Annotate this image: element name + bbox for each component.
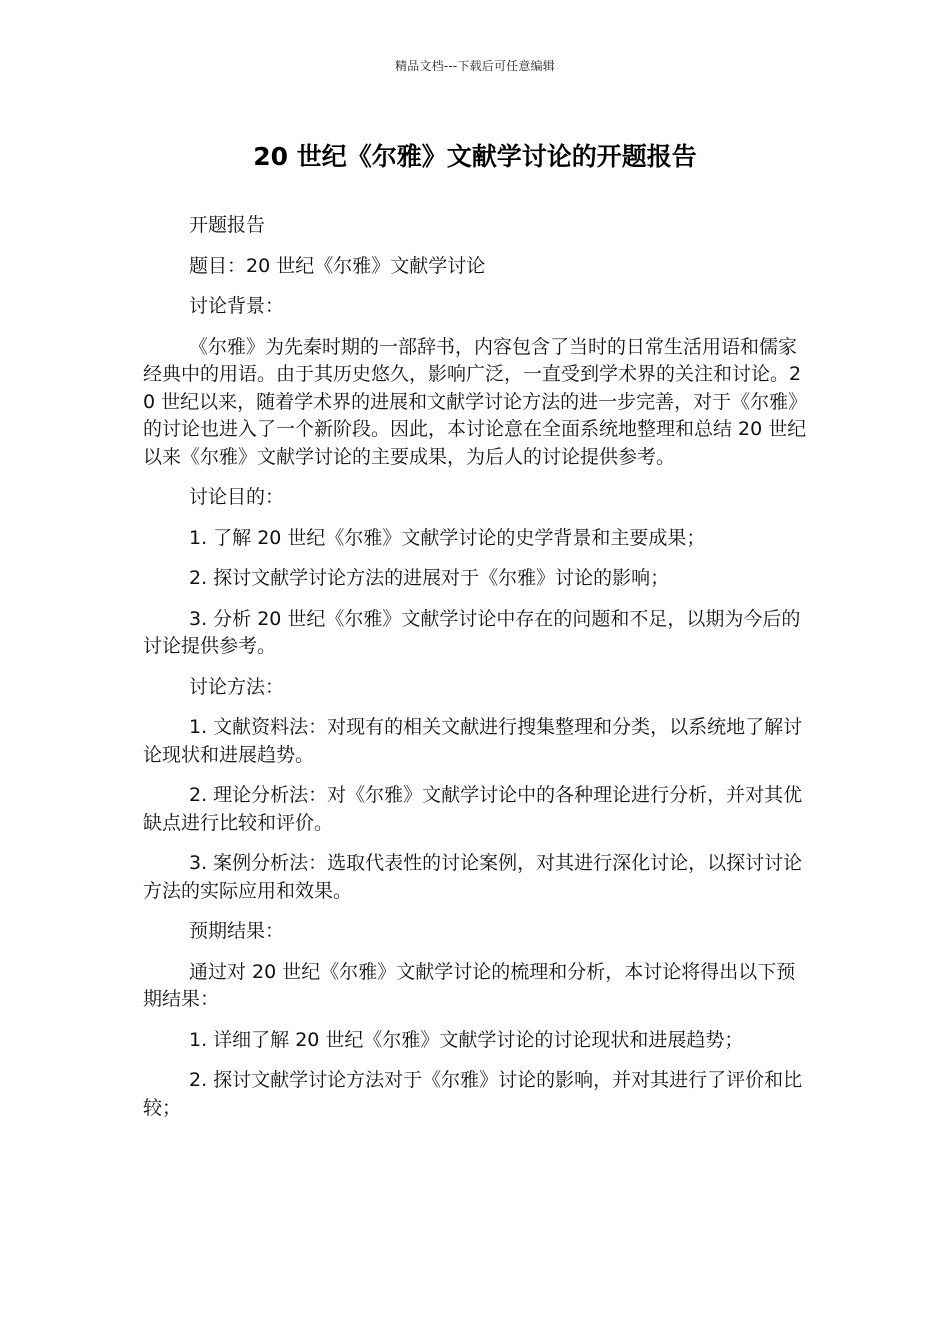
purpose-item: 1. 了解 20 世纪《尔雅》文献学讨论的史学背景和主要成果； xyxy=(189,526,706,549)
paragraph-background: 《尔雅》为先秦时期的一部辞书，内容包含了当时的日常生活用语和儒家经典中的用语。由于其历史悠久，影响广泛，一直受到学术界的关注和讨论。20 世纪以来，随着学术界的进展和文献学讨论方法的进一步完善，对于《尔雅》的讨论也进入了一个新阶段。因此，本讨论意在全面系统地整理和总结 20 世纪以来《尔雅》文献学讨论的主要成果，为后人的讨论提供参考。 xyxy=(143,335,807,468)
heading-expected-results: 预期结果： xyxy=(189,920,285,942)
heading-purpose: 讨论目的： xyxy=(189,486,285,508)
paragraph-expected-intro: 通过对 20 世纪《尔雅》文献学讨论的梳理和分析，本讨论将得出以下预期结果： xyxy=(143,960,796,1010)
result-item: 2. 探讨文献学讨论方法对于《尔雅》讨论的影响，并对其进行了评价和比较； xyxy=(143,1069,803,1119)
header-note: 精品文档---下载后可任意编辑 xyxy=(395,59,555,73)
heading-methods: 讨论方法： xyxy=(189,675,285,698)
purpose-item: 2. 探讨文献学讨论方法的进展对于《尔雅》讨论的影响； xyxy=(189,567,670,589)
method-item: 2. 理论分析法：对《尔雅》文献学讨论中的各种理论进行分析，并对其优缺点进行比较和评价。 xyxy=(143,784,803,834)
paragraph-report-label: 开题报告 xyxy=(189,214,266,236)
method-item: 3. 案例分析法：选取代表性的讨论案例，对其进行深化讨论，以探讨讨论方法的实际应用和效果。 xyxy=(143,852,803,902)
heading-background: 讨论背景： xyxy=(189,295,285,317)
result-item: 1. 详细了解 20 世纪《尔雅》文献学讨论的讨论现状和进展趋势； xyxy=(189,1028,744,1051)
document-title: 20 世纪《尔雅》文献学讨论的开题报告 xyxy=(253,142,697,171)
paragraph-topic: 题目：20 世纪《尔雅》文献学讨论 xyxy=(189,254,486,277)
purpose-item: 3. 分析 20 世纪《尔雅》文献学讨论中存在的问题和不足，以期为今后的讨论提供参考。 xyxy=(143,607,801,657)
document-body xyxy=(143,212,807,1135)
method-item: 1. 文献资料法：对现有的相关文献进行搜集整理和分类，以系统地了解讨论现状和进展趋势。 xyxy=(143,716,803,766)
